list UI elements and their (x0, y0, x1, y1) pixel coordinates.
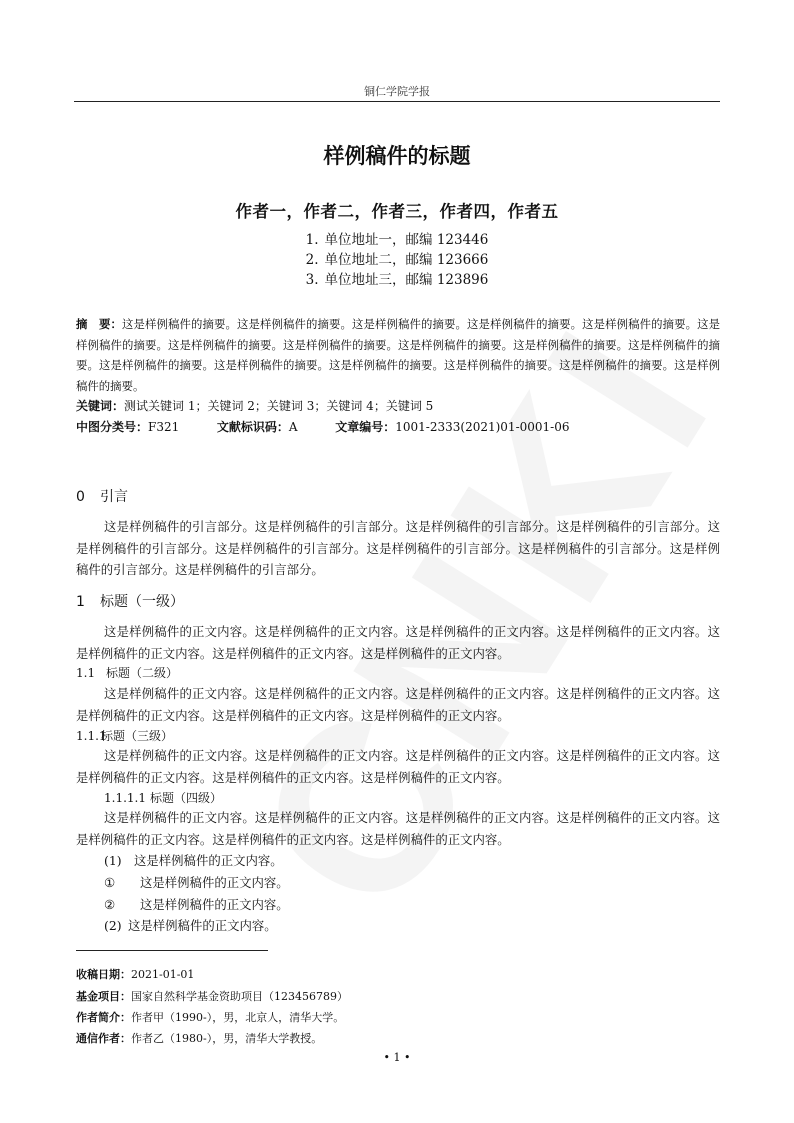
list-item: ② 这是样例稿件的正文内容。 (104, 897, 289, 912)
list-item: (1) 这是样例稿件的正文内容。 (104, 853, 283, 868)
article-number: 1001-2333(2021)01-0001-06 (395, 420, 570, 434)
section-heading-1-1: 1.1 标题（二级） (76, 666, 179, 680)
classification-line: 中图分类号：F321 文献标识码：A 文章编号：1001-2333(2021)01-0001-06 (76, 420, 570, 434)
section-1-1-1-paragraph: 这是样例稿件的正文内容。这是样例稿件的正文内容。这是样例稿件的正文内容。这是样例稿件的正文内容。这是样例稿件的正文内容。这是样例稿件的正文内容。这是样例稿件的正文内容。 (76, 748, 720, 785)
keywords (76, 397, 433, 414)
affiliations (0, 230, 794, 290)
header-rule (74, 101, 720, 102)
section-heading-1-1-1-1: 1.1.1.1 标题（四级） (104, 791, 223, 805)
running-head: 铜仁学院学报 (364, 85, 430, 98)
list-item: ① 这是样例稿件的正文内容。 (104, 875, 289, 890)
affiliation-3: 3. 单位地址三，邮编 123896 (305, 272, 489, 288)
section-heading-0: 0 引言 (76, 489, 128, 505)
paper-title: 样例稿件的标题 (323, 144, 471, 168)
page-number: • 1 • (383, 1051, 411, 1064)
section-1-1-paragraph: 这是样例稿件的正文内容。这是样例稿件的正文内容。这是样例稿件的正文内容。这是样例稿件的正文内容。这是样例稿件的正文内容。这是样例稿件的正文内容。这是样例稿件的正文内容。 (76, 686, 720, 723)
section-heading-1-1-1: 1.1.1标题（三级） (76, 729, 174, 743)
abstract (76, 314, 720, 396)
document-code: A (288, 420, 298, 434)
section-heading-1: 1 标题（一级） (76, 594, 184, 610)
footnote-author: 作者简介：作者甲（1990-），男，北京人，清华大学。 (76, 1011, 345, 1024)
keywords-label: 关键词： (76, 399, 125, 413)
list-item: (2) 这是样例稿件的正文内容。 (104, 918, 277, 933)
affiliation-2: 2. 单位地址二，邮编 123666 (305, 252, 489, 268)
author-list: 作者一，作者二，作者三，作者四，作者五 (235, 202, 559, 221)
abstract-text: 这是样例稿件的摘要。这是样例稿件的摘要。这是样例稿件的摘要。这是样例稿件的摘要。这是样例稿件的摘要。这是样例稿件的摘要。这是样例稿件的摘要。这是样例稿件的摘要。这是样例稿件的摘要。这是样例稿件的摘要。这是样例稿件的摘要。这是样例稿件的摘要。这是样例稿件的摘要。这是样例稿件的摘要。这是样例稿件的摘要。这是样例稿件的摘要。这是样例稿件的摘要。 (76, 317, 720, 393)
clc-number: F321 (148, 420, 180, 434)
abstract-label: 摘 要： (76, 317, 123, 331)
section-1-1-1-1-paragraph: 这是样例稿件的正文内容。这是样例稿件的正文内容。这是样例稿件的正文内容。这是样例稿件的正文内容。这是样例稿件的正文内容。这是样例稿件的正文内容。这是样例稿件的正文内容。 (76, 810, 720, 847)
footnote-rule (76, 950, 268, 951)
footnote-received: 收稿日期：2021-01-01 (76, 968, 195, 981)
section-1-paragraph: 这是样例稿件的正文内容。这是样例稿件的正文内容。这是样例稿件的正文内容。这是样例稿件的正文内容。这是样例稿件的正文内容。这是样例稿件的正文内容。这是样例稿件的正文内容。 (76, 624, 720, 661)
footnote-fund: 基金项目：国家自然科学基金资助项目（123456789） (76, 990, 348, 1003)
affiliation-1: 1. 单位地址一，邮编 123446 (305, 232, 489, 248)
footnote-corresponding: 通信作者：作者乙（1980-），男，清华大学教授。 (76, 1032, 323, 1045)
intro-paragraph: 这是样例稿件的引言部分。这是样例稿件的引言部分。这是样例稿件的引言部分。这是样例稿件的引言部分。这是样例稿件的引言部分。这是样例稿件的引言部分。这是样例稿件的引言部分。这是样例稿件的引言部分。这是样例稿件的引言部分。这是样例稿件的引言部分。 (76, 519, 720, 577)
keywords-text: 测试关键词 1；关键词 2；关键词 3；关键词 4；关键词 5 (124, 399, 434, 413)
